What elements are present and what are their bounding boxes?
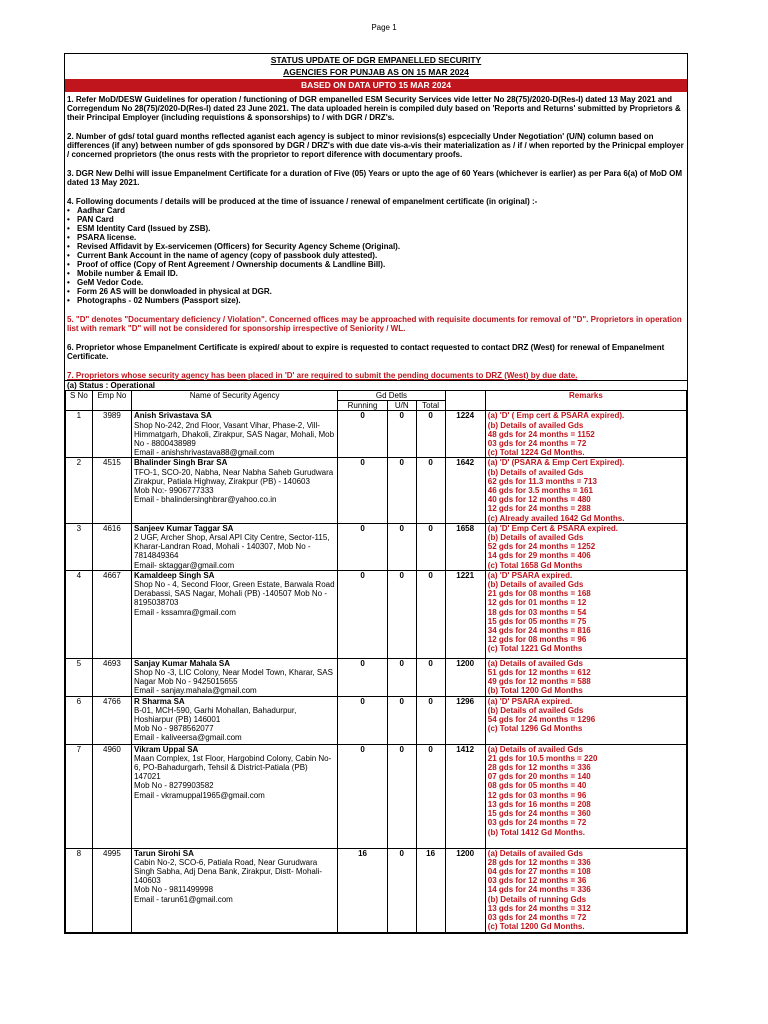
agency-name: Vikram Uppal SA (134, 744, 199, 754)
cell-gd-months: 1200 (445, 848, 485, 932)
remark-line: (c) Already availed 1642 Gd Months. (487, 513, 625, 523)
remark-line: 40 gds for 12 months = 480 (487, 495, 591, 505)
remark-line: (a) 'D' Emp Cert & PSARA expired. (487, 523, 618, 533)
agency-table (65, 390, 687, 933)
remark-line: 62 gds for 11.3 months = 713 (487, 476, 597, 486)
remark-line: 04 gds for 27 months = 108 (487, 867, 591, 877)
remark-line: 08 gds for 05 months = 40 (487, 781, 587, 791)
agency-address-line: TFO-1, SCO-20, Nabha, Near Nabha Saheb Gurudwara Zirakpur, Patiala Highway, Zirakpur (PB) - 140603 (134, 467, 334, 486)
cell-gd-months: 1221 (445, 570, 485, 658)
remark-line: 54 gds for 24 months = 1296 (487, 715, 596, 725)
status-document (64, 53, 688, 934)
agency-address-line: Email - bhalindersinghbrar@yahoo.co.in (134, 495, 277, 505)
table-row (66, 744, 687, 848)
remark-line: 49 gds for 12 months = 588 (487, 677, 591, 687)
remark-line: (c) Total 1224 Gd Months. (487, 448, 585, 458)
document-item: • Proof of office (Copy of Rent Agreement / Ownership documents & Landline Bill). (67, 260, 685, 269)
cell-un: 0 (387, 570, 416, 658)
cell-remarks (485, 523, 686, 570)
header-sno: S No (66, 391, 93, 411)
cell-agency (132, 848, 338, 932)
cell-total: 0 (416, 523, 445, 570)
remark-line: (c) Total 1658 Gd Months (487, 560, 583, 570)
cell-un: 0 (387, 523, 416, 570)
cell-gd-months: 1200 (445, 658, 485, 696)
remark-line: 28 gds for 12 months = 336 (487, 857, 591, 867)
remark-line: (b) Details of availed Gds (487, 533, 584, 543)
table-row (66, 848, 687, 932)
header-remarks: Remarks (485, 391, 686, 411)
remark-line: 18 gds for 03 months = 54 (487, 607, 587, 617)
remark-line: 13 gds for 24 months = 312 (487, 903, 591, 913)
remark-line: (c) Total 1221 Gd Months (487, 644, 583, 654)
agency-address-line: Mob No:- 9906777333 (134, 486, 214, 496)
remark-line: 14 gds for 29 months = 406 (487, 551, 591, 561)
table-row (66, 696, 687, 744)
cell-gd-months: 1412 (445, 744, 485, 848)
cell-remarks (485, 744, 686, 848)
cell-remarks (485, 411, 686, 458)
agency-address-line: 2 UGF, Archer Shop, Arsal API City Centre, Sector-115, Kharar-Landran Road, Mohali - 140307, Mob No - 7814849364 (134, 533, 330, 561)
cell-sno: 2 (66, 458, 93, 523)
cell-sno: 4 (66, 570, 93, 658)
cell-gd-months: 1224 (445, 411, 485, 458)
remark-line: 12 gds for 03 months = 96 (487, 790, 587, 800)
cell-sno: 1 (66, 411, 93, 458)
agency-name: Sanjay Kumar Mahala SA (134, 658, 231, 668)
cell-running: 0 (338, 458, 388, 523)
agency-address-line: Mob No - 8279903582 (134, 781, 214, 791)
agency-address-line: Mob No - 9878562077 (134, 724, 214, 734)
header-blank (445, 391, 485, 411)
remark-line: 12 gds for 01 months = 12 (487, 598, 587, 608)
header-gd-detls: Gd Detls (338, 391, 445, 401)
cell-running: 0 (338, 658, 388, 696)
remark-line: (c) Total 1296 Gd Months (487, 724, 583, 734)
remark-line: 21 gds for 10.5 months = 220 (487, 753, 598, 763)
cell-sno: 5 (66, 658, 93, 696)
cell-agency (132, 744, 338, 848)
agency-name: Bhalinder Singh Brar SA (134, 458, 228, 468)
agency-address-line: Mob No - 9811499998 (134, 885, 214, 895)
cell-agency (132, 523, 338, 570)
cell-emp-no: 4693 (92, 658, 131, 696)
document-item: • Mobile number & Email ID. (67, 269, 685, 278)
agency-address-line: Shop No-242, 2nd Floor, Vasant Vihar, Phase-2, Vill-Himmatgarh, Dhakoli, Zirakpur, SAS Nagar, Mohali, Mob No - 8800438989 (134, 420, 335, 449)
documents-list (67, 206, 685, 305)
document-item: • ESM Identity Card (Issued by ZSB). (67, 224, 685, 233)
remark-line: (b) Total 1200 Gd Months (487, 686, 583, 696)
document-item: • Form 26 AS will be donwloaded in physical at DGR. (67, 287, 685, 296)
cell-running: 16 (338, 848, 388, 932)
document-item: • Current Bank Account in the name of agency (copy of passbook duly attested). (67, 251, 685, 260)
cell-sno: 3 (66, 523, 93, 570)
cell-remarks (485, 570, 686, 658)
remark-line: 46 gds for 3.5 months = 161 (487, 486, 593, 496)
cell-total: 0 (416, 658, 445, 696)
remark-line: (a) 'D' (PSARA & Emp Cert Expired). (487, 458, 625, 468)
cell-un: 0 (387, 458, 416, 523)
agency-address-line: Cabin No-2, SCO-6, Patiala Road, Near Gurudwara Singh Sabha, Adj Dena Bank, Zirakpur, Distt- Mohali-140603 (134, 857, 323, 886)
header-running: Running (338, 401, 388, 411)
cell-running: 0 (338, 523, 388, 570)
cell-remarks (485, 848, 686, 932)
document-item: • Revised Affidavit by Ex-servicemen (Officers) for Security Agency Scheme (Original). (67, 242, 685, 251)
cell-un: 0 (387, 411, 416, 458)
agency-address-line: Shop No -3, LIC Colony, Near Model Town, Kharar, SAS Nagar Mob No - 9425015655 (134, 668, 333, 687)
table-row (66, 570, 687, 658)
agency-address-line: Email- sktaggar@gmail.com (134, 560, 235, 570)
cell-total: 16 (416, 848, 445, 932)
cell-emp-no: 4960 (92, 744, 131, 848)
cell-total: 0 (416, 411, 445, 458)
cell-sno: 6 (66, 696, 93, 744)
remark-line: 28 gds for 12 months = 336 (487, 763, 591, 773)
remark-line: 03 gds for 12 months = 36 (487, 876, 587, 886)
remark-line: (b) Details of availed Gds (487, 705, 584, 715)
cell-emp-no: 4515 (92, 458, 131, 523)
cell-total: 0 (416, 696, 445, 744)
cell-agency (132, 411, 338, 458)
document-item: • Aadhar Card (67, 206, 685, 215)
note-3: 3. DGR New Delhi will issue Empanelment Certificate for a duration of Five (05) Years or upto the age of 60 Years (whichever is earlier) as per Para 6(a) of MoD OM dated 13 May 2021. (67, 169, 682, 187)
remark-line: (a) Details of availed Gds (487, 744, 583, 754)
agency-name: Kamaldeep Singh SA (134, 570, 215, 580)
cell-sno: 8 (66, 848, 93, 932)
cell-un: 0 (387, 658, 416, 696)
agency-name: Tarun Sirohi SA (134, 848, 194, 858)
agency-address-line: Email - vkramuppal1965@gmail.com (134, 790, 265, 800)
cell-emp-no: 4995 (92, 848, 131, 932)
agency-name: R Sharma SA (134, 696, 185, 706)
cell-total: 0 (416, 570, 445, 658)
remark-line: (b) Details of availed Gds (487, 467, 584, 477)
cell-emp-no: 3989 (92, 411, 131, 458)
note-7: 7. Proprietors whose security agency has been placed in 'D' are required to submit the pending documents to DRZ (West) by due date. (67, 371, 578, 380)
cell-remarks (485, 458, 686, 523)
document-title-line-1: STATUS UPDATE OF DGR EMPANELLED SECURITY (270, 55, 482, 65)
note-5: 5. "D" denotes "Documentary deficiency / Violation". Concerned offices may be approached with requisite documents for removal of "D". Proprietors in operation list with remark "D" will not be considered for sponsorship irrespective of Seniority / WL. (67, 315, 682, 333)
remark-line: 03 gds for 24 months = 72 (487, 818, 587, 828)
agency-address-line: Maan Complex, 1st Floor, Hargobind Colony, Cabin No-6, PO-Bahadurgarh, Tehsil & District-Patiala (PB) 147021 (134, 753, 332, 782)
cell-remarks (485, 658, 686, 696)
note-2: 2. Number of gds/ total guard months reflected aganist each agency is subject to minor revisions(s) espcecially Under Negotiation' (U/N) column based on differences (if any) between number of gds sponsored by DGR / DRZ's with due date vis-a-vis their materialization as / if / when reported by the Prinicpal employer / concerned proprietors (the onus rests with the proprietor to report diference with documentary proofs. (67, 132, 684, 159)
agency-address-line: Email - tarun61@gmail.com (134, 894, 233, 904)
agency-name: Anish Srivastava SA (134, 411, 212, 421)
remark-line: (c) Total 1200 Gd Months. (487, 922, 585, 932)
cell-total: 0 (416, 458, 445, 523)
remark-line: 14 gds for 24 months = 336 (487, 885, 591, 895)
data-date-banner: BASED ON DATA UPTO 15 MAR 2024 (65, 79, 687, 92)
remark-line: 15 gds for 05 months = 75 (487, 616, 587, 626)
remark-line: 12 gds for 08 months = 96 (487, 635, 587, 645)
cell-running: 0 (338, 696, 388, 744)
cell-gd-months: 1642 (445, 458, 485, 523)
remark-line: (a) 'D' PSARA expired. (487, 696, 573, 706)
status-label: (a) Status : Operational (65, 380, 687, 390)
header-emp-no: Emp No (92, 391, 131, 411)
cell-emp-no: 4766 (92, 696, 131, 744)
remark-line: (b) Details of availed Gds (487, 580, 584, 590)
remark-line: 03 gds for 24 months = 72 (487, 913, 587, 923)
cell-total: 0 (416, 744, 445, 848)
remark-line: 21 gds for 08 months = 168 (487, 589, 591, 599)
header-agency-name: Name of Security Agency (132, 391, 338, 411)
note-1: 1. Refer MoD/DESW Guidelines for operation / functioning of DGR empanelled ESM Security Services vide letter No 28(75)/2020-D(Res-I) dated 13 May 2021 and Corregendum No 28(75)/2020-D(Res-I) dated 23 June 2021. The data uploaded herein is compiled duly based on 'Reports and Returns' submitted by Proprietors & their Principal Employer (including requistions & sponsorships) to / with DGR / DRZ's. (67, 95, 681, 122)
remark-line: 03 gds for 24 months = 72 (487, 439, 587, 449)
cell-emp-no: 4667 (92, 570, 131, 658)
table-row (66, 458, 687, 523)
remark-line: 12 gds for 24 months = 288 (487, 504, 591, 514)
cell-agency (132, 458, 338, 523)
document-item: • PSARA license. (67, 233, 685, 242)
cell-gd-months: 1296 (445, 696, 485, 744)
remark-line: (a) 'D' ( Emp cert & PSARA expired). (487, 411, 625, 421)
cell-running: 0 (338, 744, 388, 848)
table-row (66, 523, 687, 570)
note-4: 4. Following documents / details will be produced at the time of issuance / renewal of empanelment certificate (in original) :- (67, 197, 538, 206)
header-un: U/N (387, 401, 416, 411)
agency-address-line: Email - anishshrivastava88@gmail.com (134, 448, 275, 458)
cell-un: 0 (387, 744, 416, 848)
page-number: Page 1 (371, 23, 397, 32)
cell-agency (132, 658, 338, 696)
notes-section (65, 92, 687, 380)
remark-line: (a) Details of availed Gds (487, 848, 583, 858)
document-item: • Photographs - 02 Numbers (Passport size). (67, 296, 685, 305)
remark-line: 07 gds for 20 months = 140 (487, 772, 591, 782)
cell-un: 0 (387, 696, 416, 744)
remark-line: 15 gds for 24 months = 360 (487, 809, 591, 819)
agency-address-line: Shop No - 4, Second Floor, Green Estate, Barwala Road Derabassi, SAS Nagar, Mohali (PB) -140507 Mob No - 8195038703 (134, 580, 335, 608)
agency-address-line: Email - sanjay.mahala@gmail.com (134, 686, 257, 696)
document-title-line-2: AGENCIES FOR PUNJAB AS ON 15 MAR 2024 (283, 67, 469, 77)
remark-line: 34 gds for 24 months = 816 (487, 626, 591, 636)
agency-address-line: Email - kaliveersa@gmail.com (134, 733, 242, 743)
remark-line: (b) Total 1412 Gd Months. (487, 827, 585, 837)
agency-address-line: Email - kssamra@gmail.com (134, 607, 236, 617)
remark-line: 51 gds for 12 months = 612 (487, 668, 591, 678)
remark-line: (b) Details of availed Gds (487, 420, 584, 430)
remark-line: 52 gds for 24 months = 1252 (487, 542, 596, 552)
cell-remarks (485, 696, 686, 744)
cell-sno: 7 (66, 744, 93, 848)
agency-address-line: B-01, MCH-590, Garhi Mohallan, Bahadurpur, Hoshiarpur (PB) 146001 (134, 705, 297, 725)
cell-emp-no: 4616 (92, 523, 131, 570)
cell-agency (132, 570, 338, 658)
document-item: • PAN Card (67, 215, 685, 224)
cell-running: 0 (338, 570, 388, 658)
agency-name: Sanjeev Kumar Taggar SA (134, 523, 234, 533)
cell-gd-months: 1658 (445, 523, 485, 570)
remark-line: (a) Details of availed Gds (487, 658, 583, 668)
document-item: • GeM Vedor Code. (67, 278, 685, 287)
remark-line: (b) Details of running Gds (487, 894, 587, 904)
table-row (66, 658, 687, 696)
cell-agency (132, 696, 338, 744)
remark-line: 48 gds for 24 months = 1152 (487, 429, 595, 439)
note-6: 6. Proprietor whose Empanelment Certificate is expired/ about to expire is requested to contact requested to contact DRZ (West) for renewal of Empanelment Certificate. (67, 343, 665, 361)
remark-line: 13 gds for 16 months = 208 (487, 799, 591, 809)
cell-running: 0 (338, 411, 388, 458)
table-row (66, 411, 687, 458)
header-total: Total (416, 401, 445, 411)
remark-line: (a) 'D' PSARA expired. (487, 570, 573, 580)
cell-un: 0 (387, 848, 416, 932)
